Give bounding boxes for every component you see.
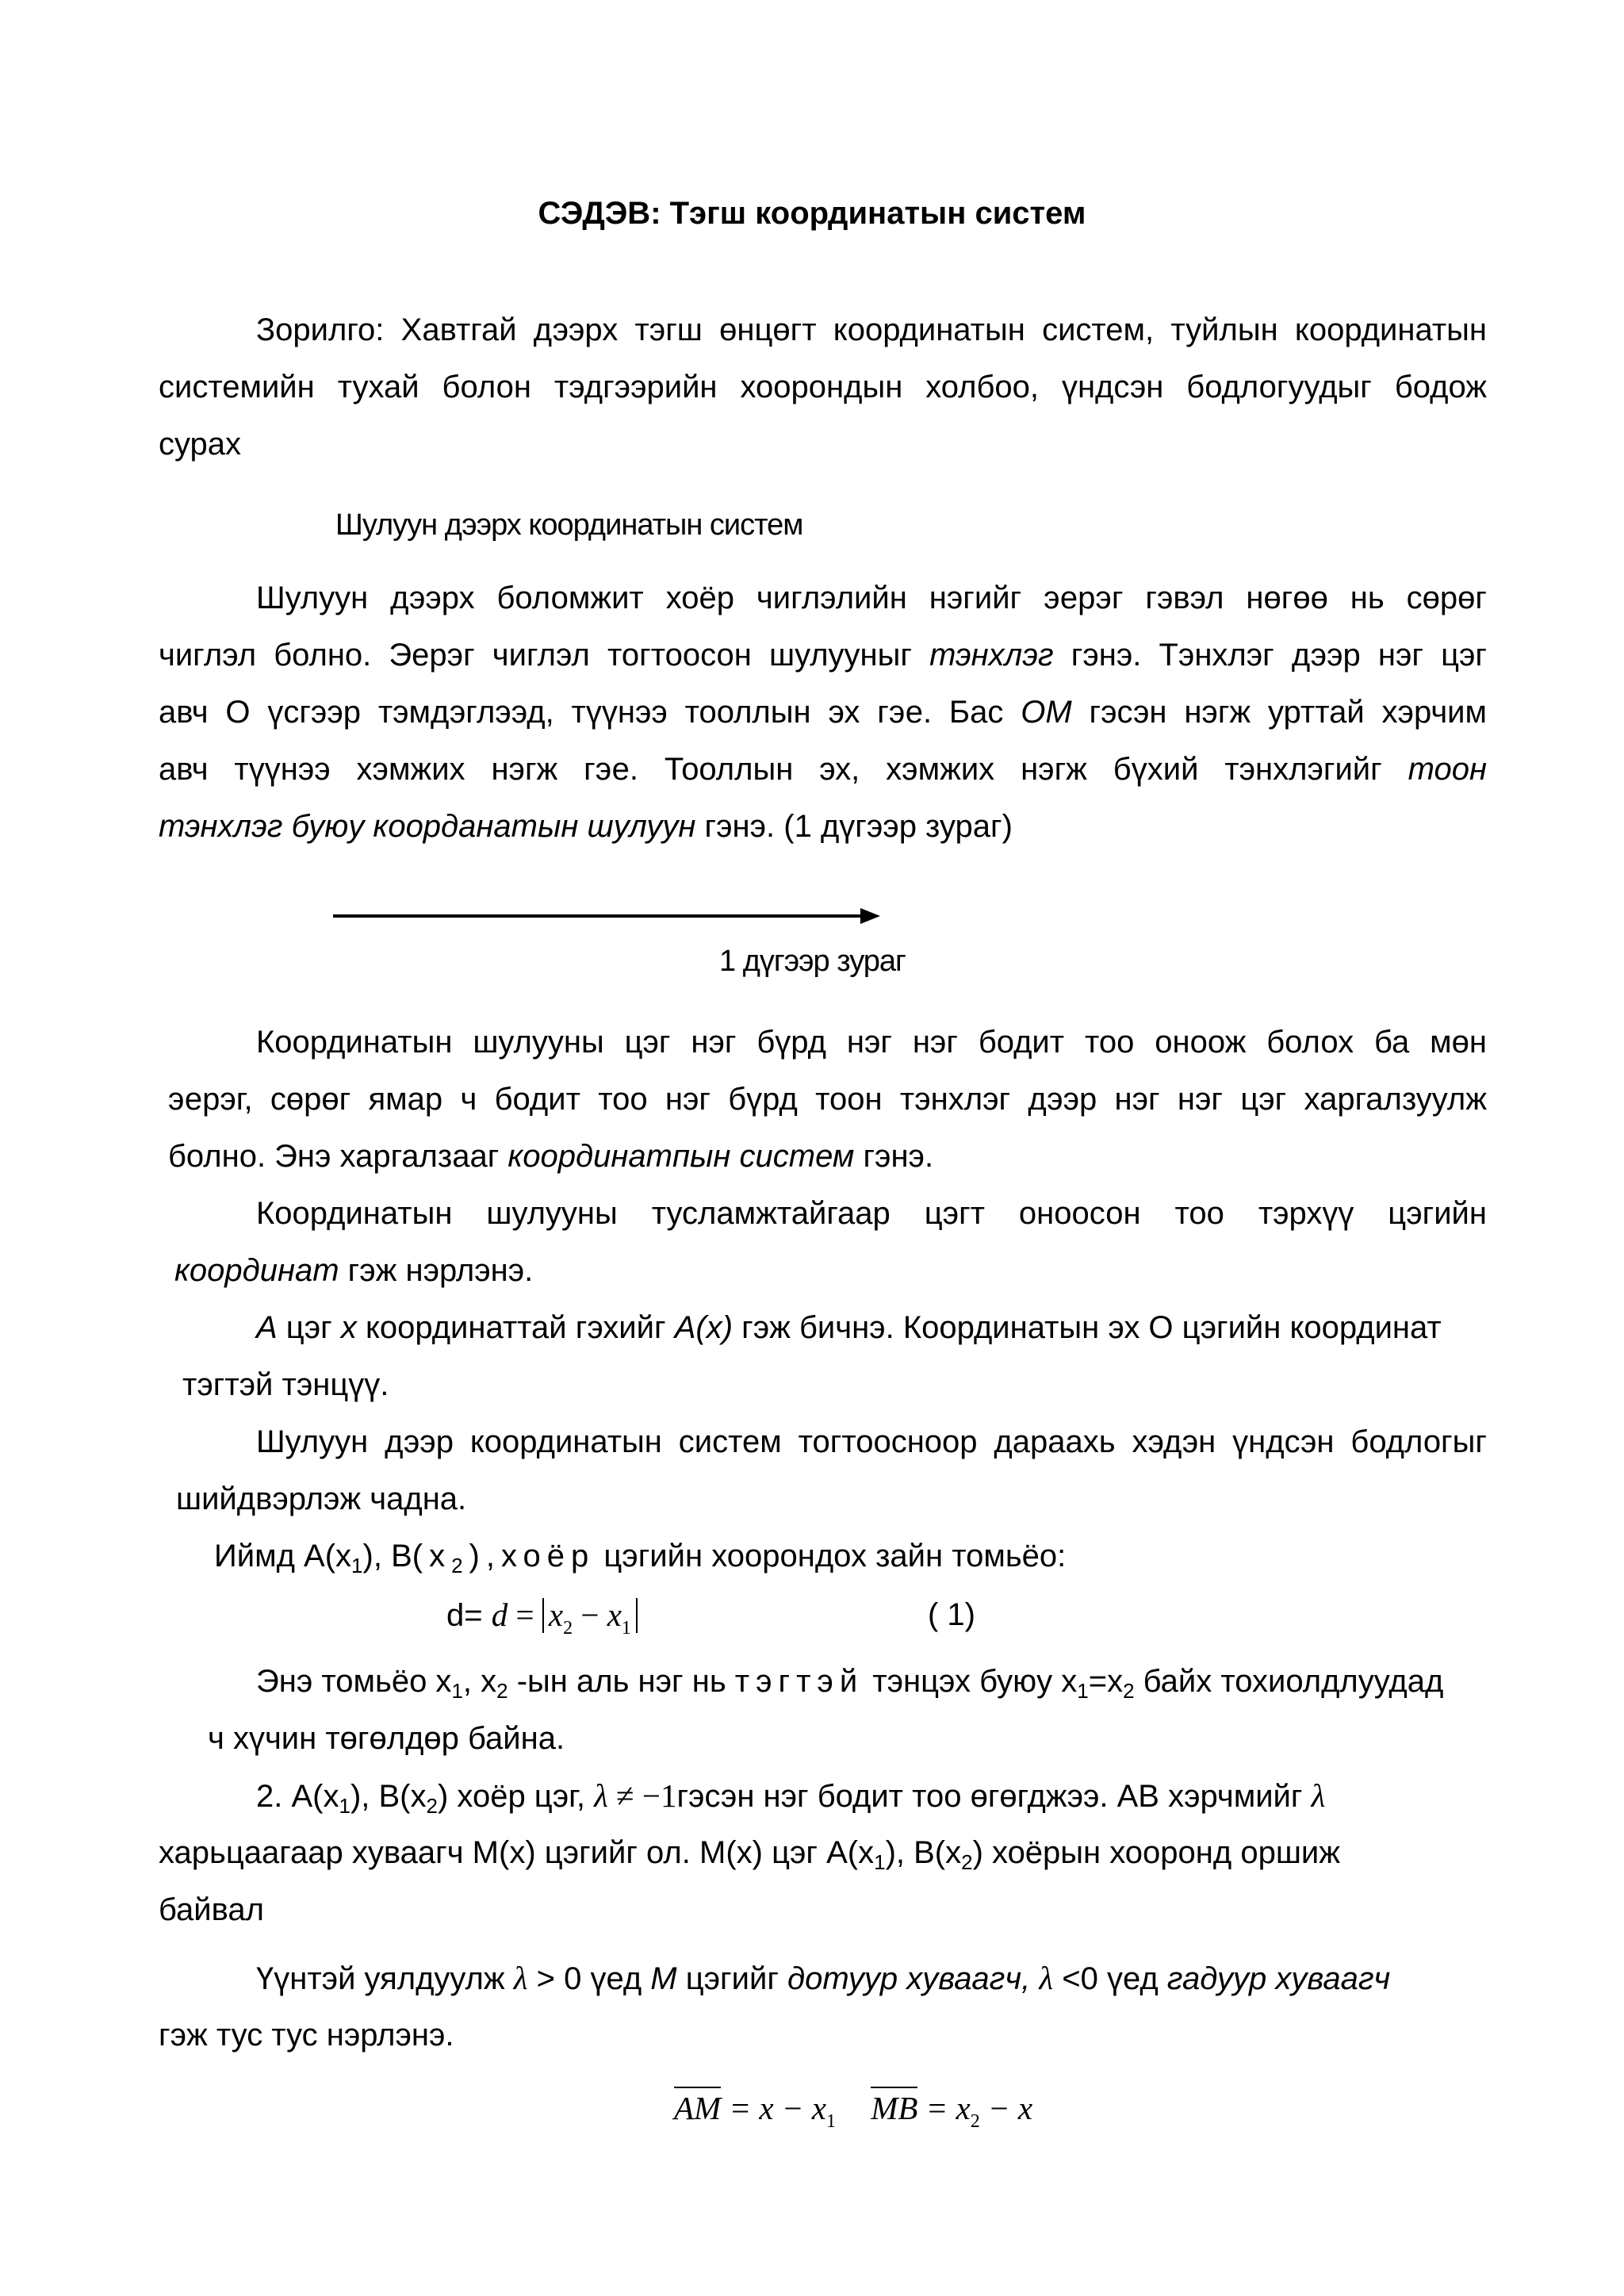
term-coordinate: координат — [174, 1253, 339, 1288]
p6-line: Иймд $А(х_1)$, $В(х_2),хоёр$ цэгийн хоорондох зайн томьёо: — [214, 1539, 1067, 1577]
formula-number: ( 1) — [928, 1597, 975, 1632]
p1-line-2: чиглэл болно. Эерэг чиглэл тогтоосон шулууныг тэнхлэг гэнэ. Тэнхлэг дээр нэг цэг — [159, 638, 1487, 673]
p1-line-5: тэнхлэг буюу коорданатын шулуун гэнэ. (1 дүгээр зураг) — [159, 809, 1013, 844]
term-number: тоон — [1408, 752, 1487, 787]
p3-line-2: координат гэж нэрлэнэ. — [174, 1253, 534, 1288]
goal-line-2: системийн тухай болон тэдгээрийн хоорондын холбоо, үндсэн бодлогуудыг бодож — [159, 370, 1487, 404]
p5-line-1: Шулуун дээр координатын систем тогтоосноор дараахь хэдэн үндсэн бодлогыг — [256, 1424, 1487, 1459]
section-heading: Шулуун дээрх координатын систем — [335, 508, 803, 542]
term-internal-divider: дотуур хуваагч, — [787, 1961, 1031, 1996]
p9-line-1: Үүнтэй уялдуулж λ > 0 үед М цэгийг дотуур хуваагч, λ <0 үед гадуур хуваагч — [256, 1960, 1391, 1996]
p2-line-3: болно. Энэ харгалзааг координатпын систем гэнэ. — [168, 1139, 934, 1174]
coordinate-axis-arrow — [333, 900, 888, 932]
page-title: СЭДЭВ: Тэгш координатын систем — [538, 196, 1086, 231]
p2-line-2: эерэг, сөрөг ямар ч бодит тоо нэг бүрд тоон тэнхлэг дээр нэг нэг цэг харгалзуулж — [168, 1082, 1487, 1117]
goal-line-3: сурах — [159, 427, 242, 462]
p4-line-1: А цэг х координаттай гэхийг А(х) гэж бичнэ. Координатын эх О цэгийн координат — [256, 1310, 1442, 1345]
p5-line-2: шийдвэрлэж чадна. — [176, 1481, 467, 1516]
p1-line-1: Шулуун дээрх боломжит хоёр чиглэлийн нэгийг эерэг гэвэл нөгөө нь сөрөг — [256, 581, 1487, 615]
p4-line-2: тэгтэй тэнцүү. — [182, 1367, 389, 1402]
p9-line-2: гэж тус тус нэрлэнэ. — [159, 2018, 454, 2053]
p8-line-2: харьцаагаар хуваагч М(х) цэгийг ол. М(х) цэг $А(х_1)$, $В(х_2)$ хоёрын хооронд оршиж — [159, 1835, 1341, 1874]
p8-line-3: байвал — [159, 1892, 264, 1927]
goal-line-1: Зорилго: Хавтгай дээрх тэгш өнцөгт координатын систем, туйлын координатын — [256, 312, 1487, 347]
formula-distance: $d= d = x_2 - x_1$ — [446, 1596, 1624, 1647]
p7-line-2: ч хүчин төгөлдөр байна. — [208, 1721, 565, 1756]
p7-line-1: Энэ томьёо $х_1$, $х_2$ -ын аль нэг нь тэгтэй тэнцэх буюу $х_1=х_2$ байх тохиолдлуудад — [256, 1664, 1444, 1703]
p2-line-1: Координатын шулууны цэг нэг бүрд нэг нэг бодит тоо оноож болох ба мөн — [256, 1025, 1487, 1060]
p1-line-3: авч О үсгээр тэмдэглээд, түүнээ тооллын эх гэе. Бас ОМ гэсэн нэгж урттай хэрчим — [159, 695, 1488, 730]
term-coordinate-system: координатпын систем — [508, 1139, 855, 1174]
figure-caption: 1 дүгээр зураг — [719, 945, 906, 978]
term-axis: тэнхлэг — [929, 638, 1054, 673]
p1-line-4: авч түүнээ хэмжих нэгж гэе. Тооллын эх, хэмжих нэгж бүхий тэнхлэгийг тоон — [159, 752, 1487, 787]
absolute-value: $x_2 - x_1$ — [542, 1598, 638, 1633]
formula-vectors: AM = $x - x_1$ MB = $x_2 - x$ — [674, 2089, 1624, 2141]
term-om: ОМ — [1021, 695, 1072, 730]
p3-line-1: Координатын шулууны тусламжтайгаар цэгт оноосон тоо тэрхүү цэгийн — [256, 1196, 1487, 1231]
term-external-divider: гадуур хуваагч — [1166, 1961, 1391, 1996]
vector-mb: MB — [871, 2087, 917, 2126]
term-coordinate-line: тэнхлэг буюу коорданатын шулуун — [159, 809, 696, 844]
p8-line-1: 2. $А(х_1)$, $В(х_2)$ хоёр цэг, λ ≠ −1гэсэн нэг бодит тоо өгөгджээ. АВ хэрчмийг λ — [256, 1777, 1326, 1818]
vector-am: AM — [674, 2087, 721, 2126]
